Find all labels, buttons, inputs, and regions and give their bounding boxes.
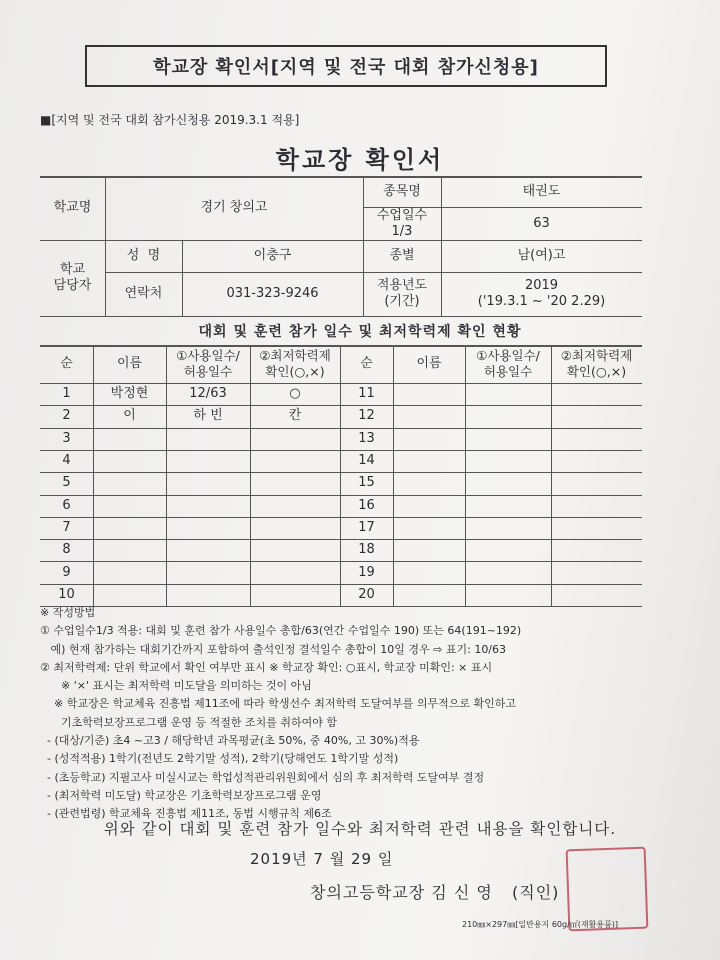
row-name-cell — [93, 472, 166, 494]
row-no-cell: 3 — [62, 430, 71, 446]
row-min-cell — [250, 539, 340, 561]
note-line: ※ 학교장은 학교체육 진흥법 제11조에 따라 학생선수 최저학력 도달여부를 의무적으로 확인하고 — [40, 697, 516, 711]
col-header-name-right: 이름 — [416, 356, 442, 371]
paper-spec: 210㎜×297㎜[일반용지 60g/㎡(재활용품)] — [462, 920, 619, 929]
row-used-cell: 12/63 — [189, 386, 227, 402]
row-no-right-cell: 16 — [358, 497, 375, 513]
table-title: 대회 및 훈련 참가 일수 및 최저학력제 확인 현황 — [198, 324, 522, 340]
row-no-right-cell: 20 — [358, 586, 375, 602]
note-line: 기초학력보장프로그램 운영 등 적절한 조치를 취하여야 함 — [40, 715, 337, 729]
confirmation-statement: 위와 같이 대회 및 훈련 참가 일수와 최저학력 관련 내용을 확인합니다. — [103, 820, 617, 838]
row-min-cell — [250, 428, 340, 450]
row-no-cell: 6 — [62, 497, 71, 513]
row-no-right-cell: 18 — [358, 542, 375, 558]
principal-signature: 창의고등학교장 김 신 영 — [310, 883, 493, 902]
row-no-cell: 10 — [58, 586, 75, 602]
row-used-cell — [166, 584, 250, 606]
row-name-cell: 박정현 — [110, 386, 149, 402]
contact-value: 031-323-9246 — [226, 286, 319, 301]
name-label: 성 명 — [126, 248, 161, 263]
seal-label: (직인) — [512, 883, 560, 902]
row-min-cell: 칸 — [288, 408, 302, 424]
note-line: - (초등학교) 지필고사 미실시교는 학업성적관리위원회에서 심의 후 최저학력 도달여부 결정 — [40, 770, 485, 784]
col-header-no-right: 순 — [360, 356, 373, 371]
instructions — [40, 604, 521, 824]
row-no-right-cell: 11 — [358, 386, 375, 402]
row-no-cell: 2 — [62, 408, 71, 424]
sub-header: ■[지역 및 전국 대회 참가신청용 2019.3.1 적용] — [40, 113, 300, 127]
manager-label: 학교 담당자 — [53, 262, 92, 293]
note-line: ※ '×' 표시는 최저학력 미도달을 의미하는 것이 아님 — [40, 679, 312, 693]
row-no-cell: 9 — [62, 564, 71, 580]
note-line: 예) 현재 참가하는 대회기간까지 포함하여 출석인정 결석일수 총합이 10일 경우 ⇨ 표기: 10/63 — [40, 642, 507, 656]
note-line: - (최저학력 미도달) 학교장은 기초학력보장프로그램 운영 — [40, 788, 322, 802]
row-used-cell — [166, 450, 250, 472]
row-used-cell — [166, 495, 250, 517]
row-no-right-cell: 13 — [358, 430, 375, 446]
col-header-name: 이름 — [116, 356, 143, 371]
row-name-cell: 이 — [123, 408, 136, 424]
col-header-min: ②최저학력제 확인(○,×) — [259, 348, 331, 379]
row-name-cell — [93, 495, 166, 517]
row-no-cell: 4 — [62, 453, 71, 469]
row-no-right-cell: 14 — [358, 453, 375, 469]
gender-label: 종별 — [389, 248, 415, 263]
note-line: ① 수업일수1/3 적용: 대회 및 훈련 참가 사용일수 총합/63(연간 수업일수 190) 또는 64(191~192) — [40, 624, 522, 638]
row-used-cell — [166, 517, 250, 539]
col-header-no: 순 — [60, 356, 73, 371]
days-value: 63 — [533, 215, 550, 231]
row-name-cell — [93, 584, 166, 606]
row-no-cell: 5 — [62, 475, 71, 491]
row-no-cell: 7 — [62, 519, 71, 535]
row-no-cell: 8 — [62, 542, 71, 558]
issue-date: 2019년 7 월 29 일 — [250, 850, 394, 868]
days-label: 수업일수 1/3 — [376, 207, 428, 239]
note-line: - (관련법령) 학교체육 진흥법 제11조, 동법 시행규칙 제6조 — [40, 807, 332, 821]
row-no-right-cell: 15 — [358, 475, 375, 491]
note-line: ※ 작성방법 — [40, 606, 96, 619]
row-no-right-cell: 17 — [358, 519, 375, 535]
note-line: - (대상/기준) 초4 ~고3 / 해당학년 과목평균(초 50%, 중 40%, 고 30%)적용 — [40, 734, 420, 748]
note-line: ② 최저학력제: 단위 학교에서 확인 여부만 표시 ※ 학교장 확인: ○표시, 학교장 미확인: × 표시 — [40, 660, 493, 674]
gender-value: 남(여)고 — [517, 248, 566, 263]
event-value: 태권도 — [522, 183, 561, 199]
contact-label: 연락처 — [124, 286, 163, 301]
form-header-title: 학교장 확인서[지역 및 전국 대회 참가신청용] — [153, 57, 539, 78]
row-name-cell — [93, 561, 166, 583]
row-min-cell — [250, 584, 340, 606]
row-min-cell — [250, 517, 340, 539]
row-used-cell — [166, 561, 250, 583]
note-line: - (성적적용) 1학기(전년도 2학기말 성적), 2학기(당해연도 1학기말 성적) — [40, 752, 399, 766]
form-header-box — [85, 45, 607, 87]
event-label: 종목명 — [383, 183, 421, 199]
row-name-cell — [93, 539, 166, 561]
name-value: 이충구 — [253, 248, 292, 263]
row-no-cell: 1 — [62, 386, 71, 402]
col-header-used: ①사용일수/ 허용일수 — [176, 348, 240, 379]
year-value: 2019 ('19.3.1 ~ '20 2.29) — [477, 278, 606, 309]
row-min-cell — [250, 472, 340, 494]
row-used-cell: 하 빈 — [193, 408, 223, 424]
school-label: 학교명 — [53, 200, 92, 215]
row-min-cell — [250, 561, 340, 583]
row-min-cell — [250, 495, 340, 517]
col-header-min-right: ②최저학력제 확인(○,×) — [560, 348, 633, 379]
row-name-cell — [93, 517, 166, 539]
document-title: 학교장 확인서 — [275, 146, 445, 174]
year-label: 적용년도 (기간) — [376, 278, 428, 309]
row-used-cell — [166, 539, 250, 561]
row-used-cell — [166, 428, 250, 450]
row-min-cell: ○ — [289, 386, 301, 402]
col-header-used-right: ①사용일수/ 허용일수 — [476, 348, 540, 379]
school-value: 경기 창의고 — [200, 200, 268, 215]
row-used-cell — [166, 472, 250, 494]
row-no-right-cell: 12 — [358, 408, 375, 424]
row-min-cell — [250, 450, 340, 472]
row-name-cell — [93, 450, 166, 472]
row-name-cell — [93, 428, 166, 450]
row-no-right-cell: 19 — [358, 564, 375, 580]
